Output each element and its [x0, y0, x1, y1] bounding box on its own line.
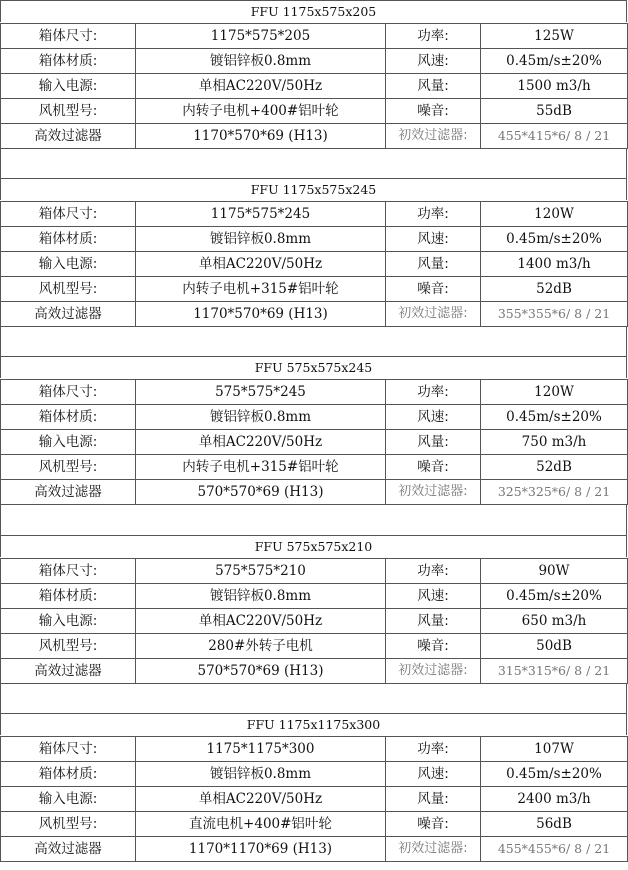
spec-value: 镀铝锌板0.8mm	[136, 762, 386, 787]
spec-table	[0, 201, 628, 327]
spec-value: 1175*575*205	[136, 24, 386, 49]
table-row	[1, 609, 628, 634]
spec-value: 1500 m3/h	[481, 74, 628, 99]
spec-label: 输入电源:	[1, 787, 136, 812]
spec-value: 575*575*210	[136, 559, 386, 584]
spec-label: 风速:	[386, 584, 481, 609]
spec-label: 初效过滤器:	[386, 480, 481, 505]
spec-label: 箱体材质:	[1, 762, 136, 787]
spec-label: 噪音:	[386, 812, 481, 837]
spec-value: 120W	[481, 380, 628, 405]
spec-label: 高效过滤器	[1, 302, 136, 327]
spec-value: 750 m3/h	[481, 430, 628, 455]
spec-table	[0, 558, 628, 684]
spec-value: 0.45m/s±20%	[481, 584, 628, 609]
spec-value: 0.45m/s±20%	[481, 49, 628, 74]
spec-table	[0, 379, 628, 505]
table-row	[1, 302, 628, 327]
spec-value: 直流电机+400#铝叶轮	[136, 812, 386, 837]
table-row	[1, 430, 628, 455]
unit-title: FFU 1175x575x245	[0, 178, 627, 200]
table-row	[1, 277, 628, 302]
spec-value: 570*570*69 (H13)	[136, 480, 386, 505]
spec-value: 镀铝锌板0.8mm	[136, 405, 386, 430]
spec-value: 125W	[481, 24, 628, 49]
unit-title: FFU 1175x575x205	[0, 0, 627, 22]
spec-table	[0, 736, 628, 862]
spec-value: 内转子电机+400#铝叶轮	[136, 99, 386, 124]
table-row	[1, 762, 628, 787]
table-row	[1, 405, 628, 430]
table-row	[1, 124, 628, 149]
table-row	[1, 74, 628, 99]
spec-value: 镀铝锌板0.8mm	[136, 584, 386, 609]
spec-label: 风量:	[386, 252, 481, 277]
spec-label: 输入电源:	[1, 609, 136, 634]
spec-value: 52dB	[481, 455, 628, 480]
spec-label: 箱体材质:	[1, 49, 136, 74]
spec-label: 风量:	[386, 609, 481, 634]
table-row	[1, 787, 628, 812]
spec-value: 575*575*245	[136, 380, 386, 405]
table-row	[1, 380, 628, 405]
spec-value: 单相AC220V/50Hz	[136, 430, 386, 455]
table-row	[1, 659, 628, 684]
spec-label: 箱体材质:	[1, 405, 136, 430]
spec-label: 风量:	[386, 787, 481, 812]
section-spacer	[0, 505, 627, 535]
spec-value: 单相AC220V/50Hz	[136, 74, 386, 99]
spec-value: 0.45m/s±20%	[481, 405, 628, 430]
spec-label: 噪音:	[386, 99, 481, 124]
spec-label: 初效过滤器:	[386, 837, 481, 862]
spec-label: 箱体材质:	[1, 584, 136, 609]
section-spacer	[0, 684, 627, 713]
table-row	[1, 480, 628, 505]
spec-label: 输入电源:	[1, 74, 136, 99]
spec-value: 内转子电机+315#铝叶轮	[136, 455, 386, 480]
spec-value: 107W	[481, 737, 628, 762]
spec-label: 箱体尺寸:	[1, 380, 136, 405]
spec-label: 箱体尺寸:	[1, 24, 136, 49]
spec-value: 1400 m3/h	[481, 252, 628, 277]
spec-label: 风速:	[386, 227, 481, 252]
spec-label: 初效过滤器:	[386, 124, 481, 149]
spec-label: 箱体尺寸:	[1, 737, 136, 762]
spec-value: 1175*1175*300	[136, 737, 386, 762]
spec-value: 1170*570*69 (H13)	[136, 302, 386, 327]
spec-label: 功率:	[386, 202, 481, 227]
unit-title: FFU 1175x1175x300	[0, 713, 627, 735]
spec-value: 0.45m/s±20%	[481, 762, 628, 787]
spec-label: 输入电源:	[1, 430, 136, 455]
spec-value: 570*570*69 (H13)	[136, 659, 386, 684]
spec-value: 镀铝锌板0.8mm	[136, 49, 386, 74]
spec-label: 风量:	[386, 74, 481, 99]
spec-label: 初效过滤器:	[386, 659, 481, 684]
spec-value: 455*415*6/ 8 / 21	[481, 124, 628, 149]
spec-label: 高效过滤器	[1, 124, 136, 149]
spec-value: 650 m3/h	[481, 609, 628, 634]
spec-value: 1170*1170*69 (H13)	[136, 837, 386, 862]
spec-value: 单相AC220V/50Hz	[136, 609, 386, 634]
table-row	[1, 24, 628, 49]
table-row	[1, 202, 628, 227]
table-row	[1, 455, 628, 480]
spec-label: 风速:	[386, 49, 481, 74]
unit-title: FFU 575x575x245	[0, 356, 627, 378]
spec-value: 325*325*6/ 8 / 21	[481, 480, 628, 505]
spec-value: 280#外转子电机	[136, 634, 386, 659]
spec-label: 风机型号:	[1, 99, 136, 124]
spec-label: 风机型号:	[1, 634, 136, 659]
table-row	[1, 227, 628, 252]
spec-label: 箱体尺寸:	[1, 559, 136, 584]
spec-value: 56dB	[481, 812, 628, 837]
spec-value: 90W	[481, 559, 628, 584]
spec-value: 2400 m3/h	[481, 787, 628, 812]
spec-label: 功率:	[386, 559, 481, 584]
spec-label: 功率:	[386, 380, 481, 405]
spec-label: 功率:	[386, 24, 481, 49]
spec-label: 风机型号:	[1, 277, 136, 302]
table-row	[1, 252, 628, 277]
spec-label: 噪音:	[386, 634, 481, 659]
table-row	[1, 559, 628, 584]
spec-label: 初效过滤器:	[386, 302, 481, 327]
section-spacer	[0, 327, 627, 356]
spec-label: 输入电源:	[1, 252, 136, 277]
spec-value: 内转子电机+315#铝叶轮	[136, 277, 386, 302]
spec-value: 1175*575*245	[136, 202, 386, 227]
spec-value: 1170*570*69 (H13)	[136, 124, 386, 149]
spec-value: 单相AC220V/50Hz	[136, 787, 386, 812]
unit-title: FFU 575x575x210	[0, 535, 627, 557]
spec-label: 风量:	[386, 430, 481, 455]
table-row	[1, 584, 628, 609]
spec-table	[0, 23, 628, 149]
spec-label: 高效过滤器	[1, 480, 136, 505]
table-row	[1, 837, 628, 862]
spec-value: 单相AC220V/50Hz	[136, 252, 386, 277]
spec-value: 52dB	[481, 277, 628, 302]
spec-value: 455*455*6/ 8 / 21	[481, 837, 628, 862]
spec-value: 镀铝锌板0.8mm	[136, 227, 386, 252]
spec-label: 箱体材质:	[1, 227, 136, 252]
spec-label: 箱体尺寸:	[1, 202, 136, 227]
table-row	[1, 812, 628, 837]
spec-value: 50dB	[481, 634, 628, 659]
spec-value: 315*315*6/ 8 / 21	[481, 659, 628, 684]
spec-value: 0.45m/s±20%	[481, 227, 628, 252]
table-row	[1, 737, 628, 762]
spec-value: 55dB	[481, 99, 628, 124]
spec-label: 高效过滤器	[1, 659, 136, 684]
spec-label: 功率:	[386, 737, 481, 762]
spec-label: 风机型号:	[1, 455, 136, 480]
section-spacer	[0, 149, 627, 178]
spec-value: 355*355*6/ 8 / 21	[481, 302, 628, 327]
spec-label: 高效过滤器	[1, 837, 136, 862]
table-row	[1, 49, 628, 74]
spec-label: 噪音:	[386, 277, 481, 302]
table-row	[1, 634, 628, 659]
spec-label: 风机型号:	[1, 812, 136, 837]
spec-value: 120W	[481, 202, 628, 227]
spec-label: 噪音:	[386, 455, 481, 480]
spec-label: 风速:	[386, 762, 481, 787]
table-row	[1, 99, 628, 124]
spec-label: 风速:	[386, 405, 481, 430]
